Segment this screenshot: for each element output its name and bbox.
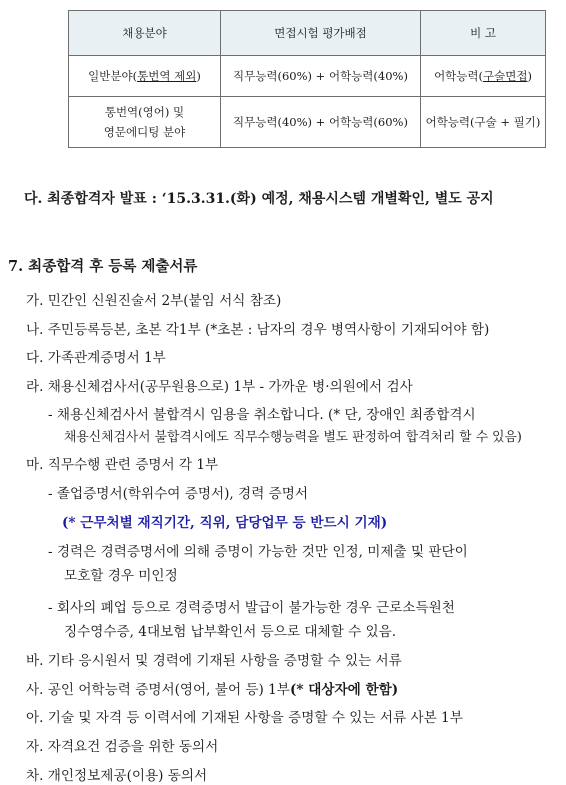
list-item-ba: 바. 기타 응시원서 및 경력에 기재된 사항을 증명할 수 있는 서류 — [26, 653, 402, 669]
list-item-sa: 사. 공인 어학능력 증명서(영어, 불어 등) 1부(* 대상자에 한함) — [26, 682, 399, 698]
row1-note: 어학능력(구술면접) — [421, 56, 546, 97]
list-subitem-ra-1: - 채용신체검사서 불합격시 임용을 취소합니다. (* 단, 장애인 최종합격시 — [48, 407, 476, 423]
table-header-row — [69, 11, 546, 56]
list-item-ga: 가. 민간인 신원진술서 2부(붙임 서식 참조) — [26, 293, 282, 309]
evaluation-table — [68, 10, 546, 148]
list-subitem-ma-2a: - 경력은 경력증명서에 의해 증명이 가능한 것만 인정, 미제출 및 판단이 — [48, 544, 468, 560]
list-item-na: 나. 주민등록등본, 초본 각1부 (*초본 : 남자의 경우 병역사항이 기재되어야 함) — [26, 322, 490, 338]
row2-note: 어학능력(구술 + 필기) — [421, 97, 546, 148]
list-item-cha: 차. 개인정보제공(이용) 동의서 — [26, 768, 208, 784]
list-item-ma: 마. 직무수행 관련 증명서 각 1부 — [26, 457, 219, 473]
list-subitem-ma-1: - 졸업증명서(학위수여 증명서), 경력 증명서 — [48, 486, 309, 502]
row2-field: 통번역(영어) 및 영문에디팅 분야 — [69, 97, 221, 148]
section-title: 7. 최종합격 후 등록 제출서류 — [8, 258, 198, 275]
list-item-ja: 자. 자격요건 검증을 위한 동의서 — [26, 739, 219, 755]
list-item-ra: 라. 채용신체검사서(공무원용으로) 1부 - 가까운 병·의원에서 검사 — [26, 379, 413, 395]
list-subitem-ma-2b: 모호할 경우 미인정 — [64, 568, 178, 584]
row2-score: 직무능력(40%) + 어학능력(60%) — [221, 97, 421, 148]
list-subitem-ma-3a: - 회사의 폐업 등으로 경력증명서 발급이 불가능한 경우 근로소득원천 — [48, 600, 455, 616]
row1-score: 직무능력(60%) + 어학능력(40%) — [221, 56, 421, 97]
list-item-da: 다. 가족관계증명서 1부 — [26, 350, 166, 366]
header-field: 채용분야 — [69, 11, 221, 56]
list-subitem-ma-3b: 징수영수증, 4대보험 납부확인서 등으로 대체할 수 있음. — [64, 624, 397, 640]
list-subitem-ra-2: 채용신체검사서 불합격시에도 직무수행능력을 별도 판정하여 합격처리 할 수 있음) — [64, 430, 522, 445]
table-row — [69, 56, 546, 97]
row1-field: 일반분야(통번역 제외) — [69, 56, 221, 97]
table-row — [69, 97, 546, 148]
header-note: 비 고 — [421, 11, 546, 56]
header-score: 면접시험 평가배점 — [221, 11, 421, 56]
list-note-ma: (* 근무처별 재직기간, 직위, 담당업무 등 반드시 기재) — [62, 515, 388, 531]
final-announcement: 다. 최종합격자 발표 : ‘15.3.31.(화) 예정, 채용시스템 개별확인, 별도 공지 — [24, 191, 494, 207]
list-item-ah: 아. 기술 및 자격 등 이력서에 기재된 사항을 증명할 수 있는 서류 사본 1부 — [26, 710, 463, 726]
